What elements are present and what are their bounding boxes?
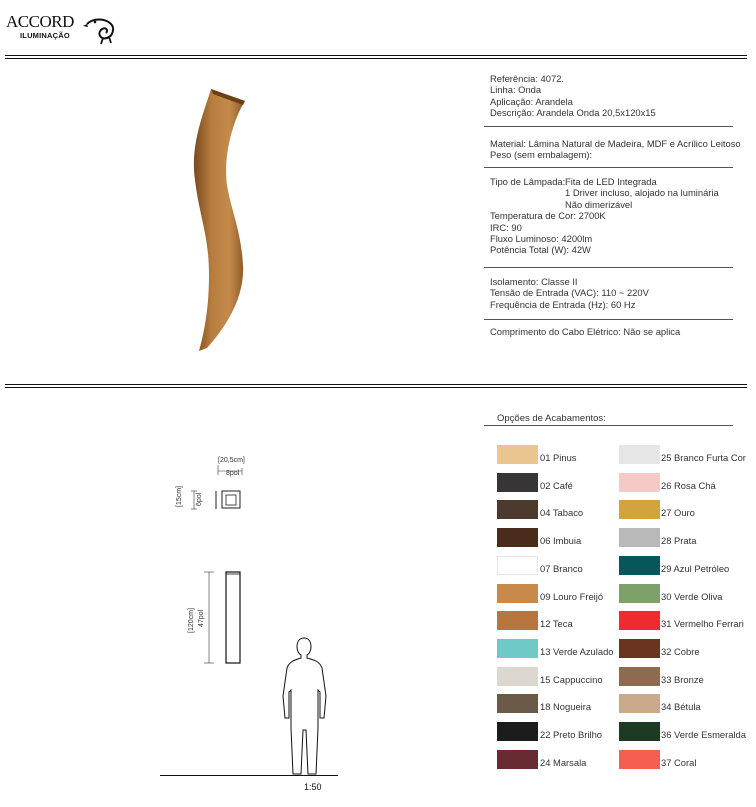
finish-label: 31 Vermelho Ferrari — [661, 618, 744, 630]
finish-label: 06 Imbuia — [540, 535, 582, 547]
finish-swatch — [619, 528, 660, 547]
spec-block-lamp — [490, 176, 719, 256]
finish-label: 07 Branco — [540, 562, 583, 574]
finish-swatch — [619, 611, 660, 630]
finish-label: 36 Verde Esmeralda — [661, 729, 746, 740]
finishes-title: Opções de Acabamentos: — [497, 413, 606, 424]
finish-label: 28 Prata — [661, 535, 697, 547]
header-rule — [5, 55, 747, 56]
finish-label: 34 Bétula — [661, 701, 701, 713]
finish-swatch — [497, 500, 538, 519]
finish-swatch — [619, 722, 660, 741]
spec-divider — [484, 126, 733, 127]
top-depth-label: [15cm] — [176, 485, 183, 507]
spec-insulation: Isolamento: Classe II — [490, 276, 578, 287]
finish-swatch — [619, 667, 660, 686]
finish-swatch — [497, 694, 538, 713]
spec-description: Descrição: Arandela Onda 20,5x120x15 — [490, 107, 656, 119]
spec-cable-length: Comprimento do Cabo Elétrico: Não se aplica — [490, 326, 681, 337]
finish-swatch — [619, 694, 660, 713]
spec-reference: Referência: 4072. — [490, 73, 565, 84]
ground-line — [160, 775, 338, 776]
finish-label: 24 Marsala — [540, 756, 587, 768]
brand-logo — [6, 12, 121, 46]
finish-label: 37 Coral — [661, 756, 697, 768]
finish-label: 26 Rosa Chá — [661, 479, 716, 491]
finish-label: 04 Tabaco — [540, 507, 584, 519]
header-rule-2 — [5, 58, 747, 59]
finish-swatch — [619, 445, 660, 464]
finish-swatch — [619, 584, 660, 603]
finish-swatch — [619, 500, 660, 519]
spec-lamp-label: Tipo de Lâmpada: — [490, 176, 566, 187]
spec-divider — [484, 167, 733, 168]
finish-swatch — [619, 639, 660, 658]
finish-label: 27 Ouro — [661, 507, 695, 519]
finish-swatch — [497, 722, 538, 741]
finish-label: 01 Pinus — [540, 452, 577, 463]
finish-swatch — [497, 528, 538, 547]
finish-label: 18 Nogueira — [540, 701, 592, 713]
front-height-label: [120cm] — [188, 608, 195, 633]
finish-label: 22 Preto Brilho — [540, 729, 603, 740]
finish-label: 32 Cobre — [661, 645, 700, 657]
spec-divider — [484, 319, 733, 320]
top-width-label: [20,5cm] — [218, 457, 245, 464]
finish-label: 12 Teca — [540, 618, 573, 630]
section-rule — [5, 384, 747, 385]
brand-subtitle: ILUMINAÇÃO — [20, 31, 70, 40]
finish-label: 29 Azul Petróleo — [661, 562, 730, 574]
spec-weight: Peso (sem embalagem): — [490, 149, 593, 161]
finish-label: 13 Verde Azulado — [540, 645, 614, 657]
spec-luminous-flux: Fluxo Luminoso: 4200lm — [490, 232, 593, 244]
top-width-in-label: 8pol — [226, 470, 240, 477]
finish-swatch — [497, 556, 538, 575]
finish-swatch — [619, 556, 660, 575]
finish-label: 15 Cappuccino — [540, 673, 603, 685]
finish-swatch — [497, 639, 538, 658]
spec-total-power: Potência Total (W): 42W — [490, 244, 591, 256]
finish-swatch — [497, 473, 538, 492]
spec-material: Material: Lâmina Natural de Madeira, MDF e Acrílico Leitoso — [490, 138, 741, 149]
finish-label: 02 Café — [540, 479, 573, 491]
spec-lamp-value: Fita de LED Integrada — [565, 176, 657, 187]
spec-lamp-value: 1 Driver incluso, alojado na luminária — [565, 187, 719, 199]
finishes-title-underline — [484, 425, 733, 426]
product-photo — [185, 85, 255, 355]
spec-lamp-value: Não dimerizável — [565, 198, 633, 210]
finish-label: 25 Branco Furta Cor — [661, 452, 746, 463]
spec-line: Linha: Onda — [490, 84, 542, 96]
spec-block-material — [490, 138, 741, 161]
finish-label: 09 Louro Freijó — [540, 590, 604, 602]
spec-divider — [484, 267, 733, 268]
finish-swatch — [619, 750, 660, 769]
top-view-drawing — [180, 465, 250, 515]
brand-name: ACCORD — [6, 12, 74, 31]
section-rule-2 — [5, 387, 747, 388]
finish-swatch — [497, 584, 538, 603]
human-silhouette — [270, 630, 340, 780]
finish-swatch — [497, 750, 538, 769]
finish-swatch — [619, 473, 660, 492]
spec-block-cable — [490, 326, 680, 337]
spec-application: Aplicação: Arandela — [490, 95, 573, 107]
spec-frequency: Frequência de Entrada (Hz): 60 Hz — [490, 298, 636, 310]
finish-swatch — [497, 611, 538, 630]
spec-irc: IRC: 90 — [490, 221, 522, 233]
spec-block-electrical — [490, 276, 649, 310]
scale-label: 1:50 — [304, 782, 322, 792]
spec-voltage: Tensão de Entrada (VAC): 110 ~ 220V — [490, 287, 649, 299]
top-depth-in-label: 6pol — [196, 492, 203, 506]
spec-color-temperature: Temperatura de Cor: 2700K — [490, 210, 606, 222]
spec-block-identification — [490, 73, 656, 119]
finish-swatch — [497, 667, 538, 686]
finish-swatch — [497, 445, 538, 464]
finish-label: 33 Bronze — [661, 673, 704, 685]
finish-label: 30 Verde Oliva — [661, 590, 723, 602]
front-view-drawing — [200, 565, 250, 670]
front-height-in-label: 47pol — [198, 609, 205, 627]
chameleon-icon — [83, 14, 123, 46]
